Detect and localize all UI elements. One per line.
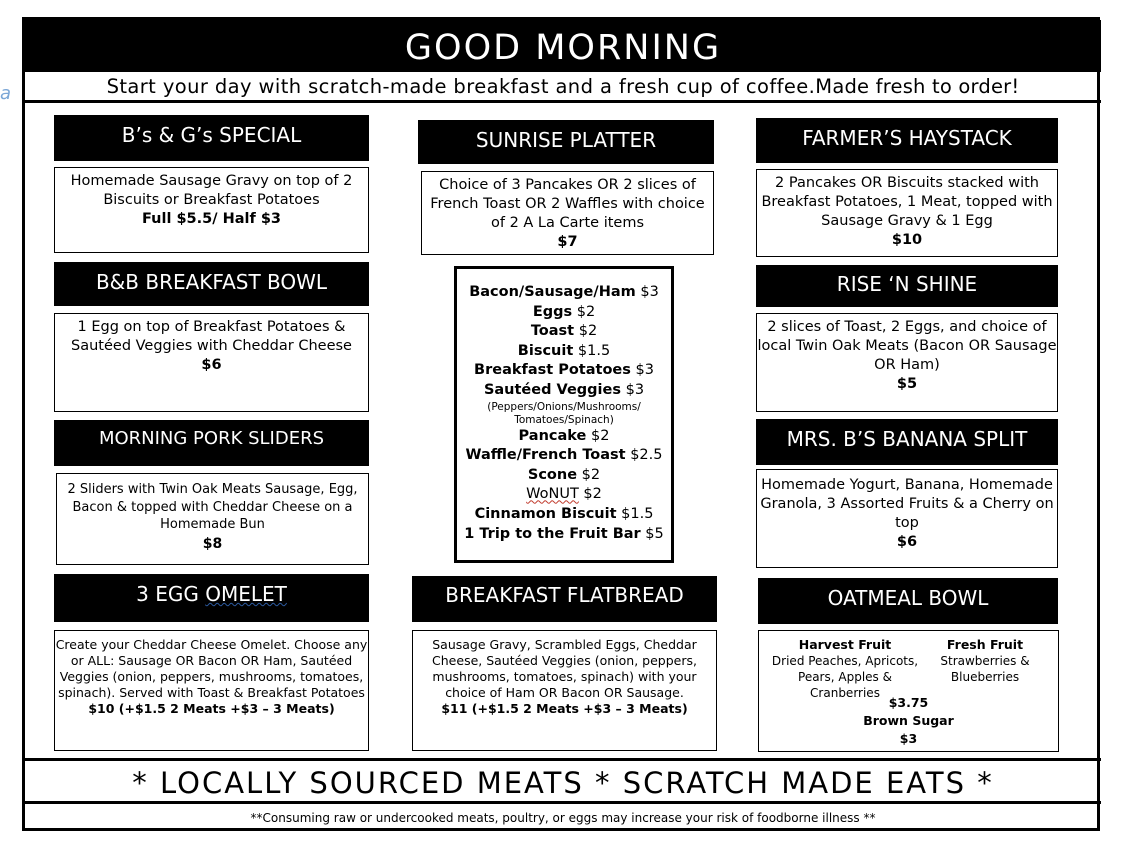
oatmeal-price-1: $3.75 [888,695,929,710]
oatmeal-fresh [930,637,1040,685]
item-desc: 2 Sliders with Twin Oak Meats Sausage, Egg, Bacon & topped with Cheddar Cheese on a Homemade Bun [67,482,358,532]
item-price: $11 (+$1.5 2 Meats +$3 – 3 Meats) [441,701,688,716]
item-title-bb-bowl: B&B BREAKFAST BOWL [54,262,369,306]
list-item: Bacon/Sausage/Ham $3 [469,284,659,300]
item-desc: Sausage Gravy, Scrambled Eggs, Cheddar Cheese, Sautéed Veggies (onion, peppers, mushrooms, tomatoes, spinach) with your choice of Ham OR Bacon OR Sausage. [432,637,697,700]
oatmeal-prices [758,694,1059,748]
item-box-banana [756,469,1058,568]
item-price: $10 (+$1.5 2 Meats +$3 – 3 Meats) [88,701,335,716]
list-item: Biscuit $1.5 [517,342,611,359]
list-item: Pancake $2 [518,427,610,444]
item-desc: Choice of 3 Pancakes OR 2 slices of French Toast OR 2 Waffles with choice of 2 A La Carte items [430,177,705,231]
list-item: Waffle/French Toast $2.5 [465,447,663,464]
item-title-bg-special: B’s & G’s SPECIAL [54,115,369,161]
subtitle-text: Start your day with scratch-made breakfast and a fresh cup of coffee. [106,75,816,98]
item-box-rise-shine [756,313,1058,412]
item-desc: Homemade Sausage Gravy on top of 2 Biscuits or Breakfast Potatoes [70,173,353,208]
oatmeal-brown-title: Brown Sugar [863,713,954,728]
item-box-sliders [56,473,369,565]
subtitle-tag: Made fresh to order! [815,75,1020,98]
oatmeal-harvest [770,637,920,701]
item-box-sunrise [421,171,714,255]
item-desc: 2 Pancakes OR Biscuits stacked with Breakfast Potatoes, 1 Meat, topped with Sausage Gravy & 1 Egg [761,175,1053,229]
item-price: $6 [201,357,222,373]
list-item: Eggs $2 [532,303,596,320]
item-box-bb-bowl [54,313,369,412]
item-desc: Create your Cheddar Cheese Omelet. Choose any or ALL: Sausage OR Bacon OR Ham, Sautéed Veggies (onion, peppers, mushrooms, tomatoes, spinach). Served with Toast & Breakfast Potatoes [55,637,368,700]
disclaimer: **Consuming raw or undercooked meats, poultry, or eggs may increase your risk of foodborne illness ** [250,811,876,825]
item-box-haystack [756,169,1058,257]
oatmeal-price-2: $3 [899,731,918,746]
item-price: $7 [557,234,578,250]
decorative-mark: a [0,83,12,104]
item-title-sunrise: SUNRISE PLATTER [418,120,714,164]
item-title-omelet-a: 3 EGG [136,582,206,606]
list-item: Breakfast Potatoes $3 [474,362,654,379]
item-box-bg-special [54,167,369,253]
item-title-flatbread: BREAKFAST FLATBREAD [412,576,717,622]
oatmeal-harvest-desc: Dried Peaches, Apricots, Pears, Apples & Cranberries [771,654,919,700]
item-title-omelet-b: OMELET [205,582,287,606]
list-item: WoNUT $2 [526,486,602,503]
oatmeal-fresh-desc: Strawberries & Blueberries [940,654,1030,684]
item-price: $10 [891,232,923,248]
item-desc: Homemade Yogurt, Banana, Homemade Granola, 3 Assorted Fruits & a Cherry on top [760,477,1054,531]
item-price: $6 [896,534,918,550]
alacarte-note: (Peppers/Onions/Mushrooms/ Tomatoes/Spinach) [487,400,641,426]
item-title-sliders: MORNING PORK SLIDERS [54,420,369,466]
list-item: 1 Trip to the Fruit Bar $5 [464,525,664,542]
item-box-flatbread [412,630,717,751]
item-title-omelet [54,574,369,622]
item-price: $8 [202,535,223,552]
item-box-omelet [54,630,369,751]
item-title-oatmeal: OATMEAL BOWL [758,578,1058,624]
page-title: GOOD MORNING [25,20,1101,72]
list-item: Toast $2 [530,323,598,340]
item-desc: 2 slices of Toast, 2 Eggs, and choice of local Twin Oak Meats (Bacon OR Sausage OR Ham) [757,319,1057,373]
footer-band: * LOCALLY SOURCED MEATS * SCRATCH MADE EATS * [25,758,1101,804]
alacarte-list [454,266,674,563]
oatmeal-fresh-title: Fresh Fruit [946,637,1024,652]
item-title-haystack: FARMER’S HAYSTACK [756,118,1058,163]
item-desc: 1 Egg on top of Breakfast Potatoes & Sautéed Veggies with Cheddar Cheese [71,319,352,354]
item-title-rise-shine: RISE ‘N SHINE [756,265,1058,307]
list-item: Scone $2 [527,466,601,483]
oatmeal-harvest-title: Harvest Fruit [798,637,892,652]
list-item: Sautéed Veggies $3 [483,381,645,398]
item-price: $5 [896,376,918,392]
subtitle [25,72,1101,103]
item-title-banana: MRS. B’S BANANA SPLIT [756,419,1058,465]
list-item: Cinnamon Biscuit $1.5 [474,505,654,522]
item-price: Full $5.5/ Half $3 [141,211,282,227]
